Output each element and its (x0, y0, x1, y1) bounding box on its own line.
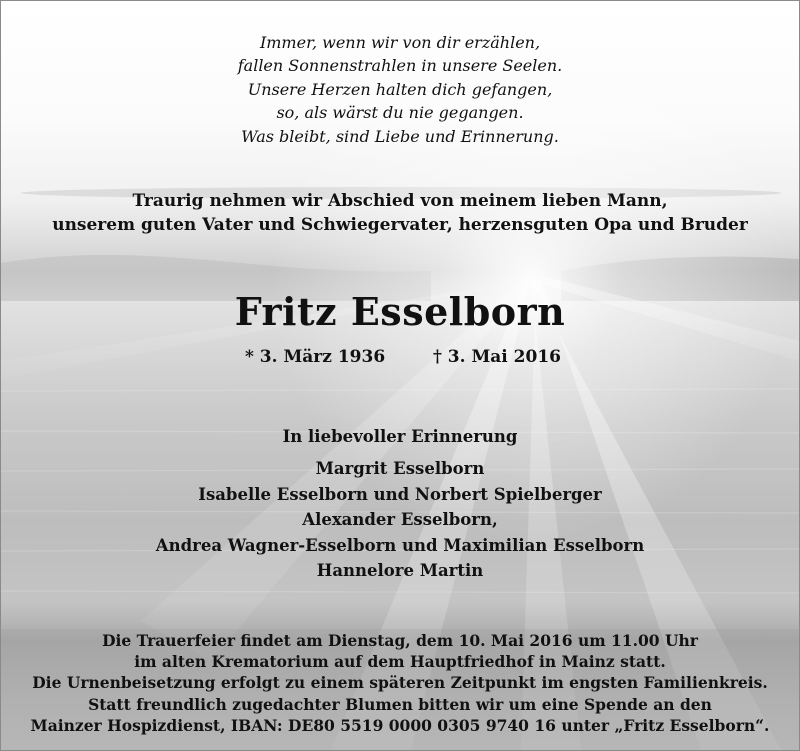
intro-line: Traurig nehmen wir Abschied von meinem lieben Mann, (132, 191, 668, 211)
mourner-name: Margrit Esselborn (315, 459, 485, 478)
intro-text (1, 189, 799, 237)
funeral-info-line: Statt freundlich zugedachter Blumen bitten wir um eine Spende an den (88, 694, 712, 714)
mourner-name: Hannelore Martin (316, 561, 484, 581)
poem-line: so, als wärst du nie gegangen. (276, 103, 524, 123)
mourner-name: Isabelle Esselborn und Norbert Spielberger (198, 484, 602, 504)
mourner-name: Alexander Esselborn, (302, 510, 498, 530)
poem-line: fallen Sonnenstrahlen in unsere Seelen. (237, 56, 563, 76)
funeral-info-line: Mainzer Hospizdienst, IBAN: DE80 5519 0000 0305 9740 16 unter „Fritz Esselborn“. (30, 715, 770, 735)
funeral-information (1, 630, 799, 736)
poem-line: Immer, wenn wir von dir erzählen, (259, 33, 541, 52)
death-date: † 3. Mai 2016 (433, 347, 561, 367)
intro-line: unserem guten Vater und Schwiegervater, herzensguten Opa und Bruder (52, 215, 748, 235)
poem-line: Unsere Herzen halten dich gefangen, (247, 79, 553, 99)
funeral-info-line: im alten Krematorium auf dem Hauptfriedhof in Mainz statt. (134, 652, 666, 672)
poem (1, 31, 799, 148)
funeral-info-line: Die Urnenbeisetzung erfolgt zu einem späteren Zeitpunkt im engsten Familienkreis. (32, 673, 768, 693)
poem-line: Was bleibt, sind Liebe und Erinnerung. (241, 126, 559, 146)
mourner-name: Andrea Wagner-Esselborn und Maximilian Esselborn (155, 535, 645, 555)
memory-heading: In liebevoller Erinnerung (282, 427, 518, 446)
birth-date: * 3. März 1936 (245, 347, 386, 367)
deceased-name: Fritz Esselborn (234, 289, 566, 334)
funeral-info-line: Die Trauerfeier findet am Dienstag, dem 10. Mai 2016 um 11.00 Uhr (102, 631, 698, 650)
mourners-list (1, 456, 799, 584)
